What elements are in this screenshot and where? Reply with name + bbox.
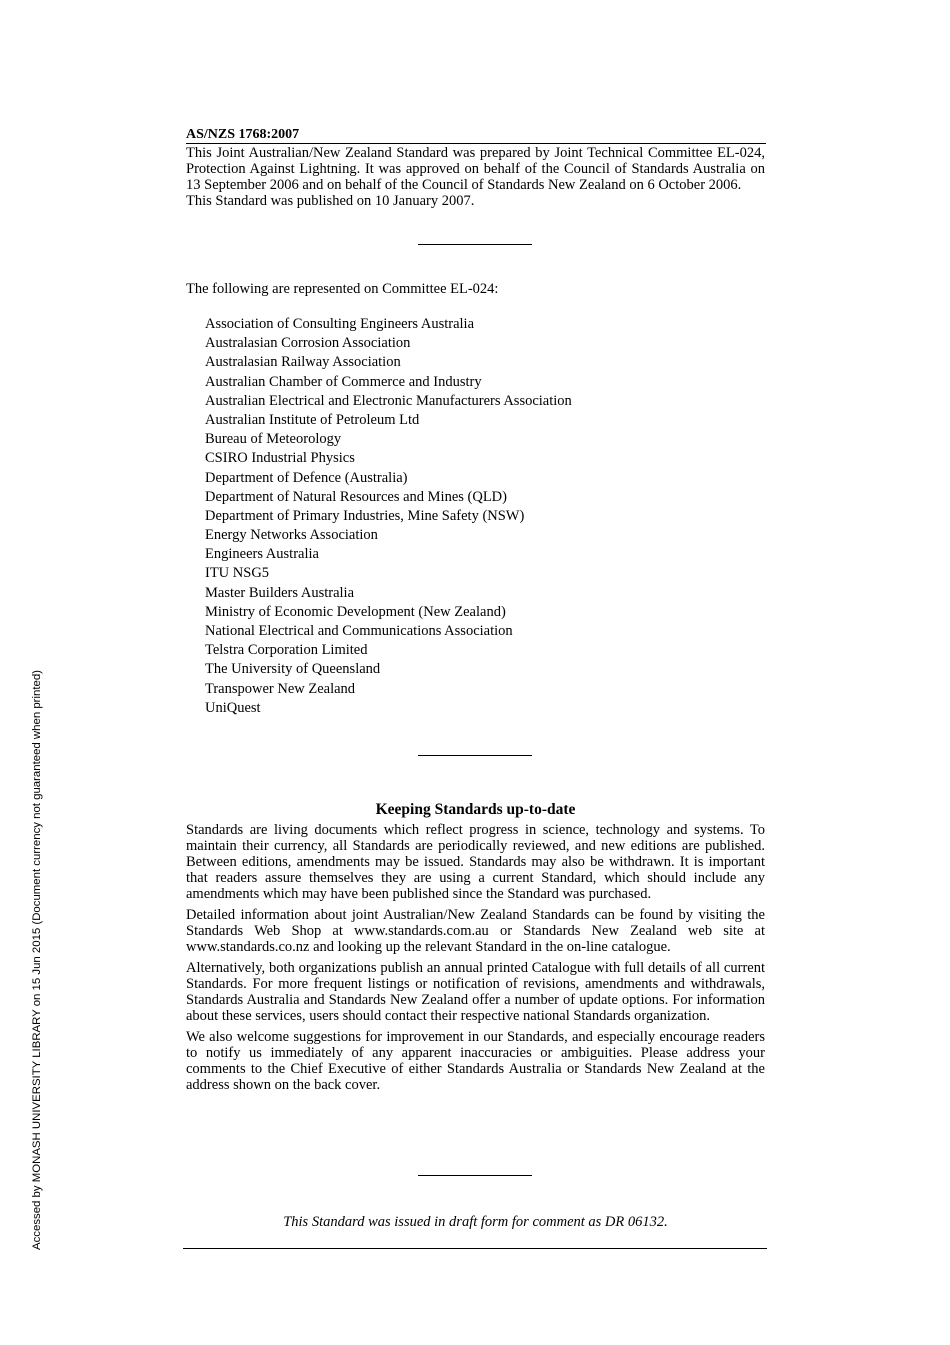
- publication-date: This Standard was published on 10 January 2007.: [186, 193, 475, 209]
- list-item: Master Builders Australia: [205, 584, 355, 601]
- intro-block: [186, 145, 765, 209]
- body-paragraph: Detailed information about joint Australian/New Zealand Standards can be found by visiting the Standards Web Shop at www.standards.com.au or Standards New Zealand web site at www.standards.co.nz and looking up the relevant Standard in the on-line catalogue.: [186, 907, 765, 955]
- list-item: Australian Institute of Petroleum Ltd: [205, 411, 420, 428]
- committee-lead: The following are represented on Committee EL-024:: [186, 281, 499, 297]
- list-item: Telstra Corporation Limited: [205, 642, 368, 659]
- intro-paragraph: This Joint Australian/New Zealand Standard was prepared by Joint Technical Committee EL-024, Protection Against Lightning. It was approved on behalf of the Council of Standards Australia on 13 September 2006 and on behalf of the Council of Standards New Zealand on 6 October 2006.: [186, 145, 765, 193]
- list-item: Department of Defence (Australia): [205, 469, 408, 486]
- list-item: National Electrical and Communications Association: [205, 623, 513, 639]
- list-item: CSIRO Industrial Physics: [205, 450, 355, 467]
- document-id: AS/NZS 1768:2007: [186, 127, 766, 144]
- list-item: Department of Natural Resources and Mines (QLD): [205, 488, 507, 505]
- section-heading: Keeping Standards up-to-date: [375, 801, 576, 818]
- list-item: Australian Chamber of Commerce and Industry: [205, 373, 482, 390]
- list-item: Australian Electrical and Electronic Manufacturers Association: [205, 392, 572, 409]
- footer-rule: [183, 1248, 767, 1249]
- keeping-up-to-date-body: [186, 822, 765, 1098]
- list-item: Bureau of Meteorology: [205, 431, 342, 448]
- body-paragraph: Alternatively, both organizations publish an annual printed Catalogue with full details of all current Standards. For more frequent listings or notification of revisions, amendments and withdrawals, Standards Australia and Standards New Zealand offer a number of update options. For information about these services, users should contact their respective national Standards organization.: [186, 960, 765, 1024]
- access-watermark: Accessed by MONASH UNIVERSITY LIBRARY on 15 Jun 2015 (Document currency not guaranteed when printed): [31, 670, 43, 1250]
- list-item: Association of Consulting Engineers Australia: [205, 316, 475, 332]
- list-item: Ministry of Economic Development (New Zealand): [205, 603, 506, 620]
- list-item: Energy Networks Association: [205, 527, 378, 544]
- list-item: Department of Primary Industries, Mine Safety (NSW): [205, 507, 525, 524]
- list-item: Engineers Australia: [205, 546, 319, 563]
- separator-rule: [418, 244, 532, 245]
- separator-rule: [418, 1175, 532, 1176]
- separator-rule: [418, 755, 532, 756]
- list-item: UniQuest: [205, 699, 261, 716]
- list-item: Australasian Railway Association: [205, 354, 401, 371]
- body-paragraph: We also welcome suggestions for improvement in our Standards, and especially encourage readers to notify us immediately of any apparent inaccuracies or ambiguities. Please address your comments to the Chief Executive of either Standards Australia or Standards New Zealand at the address shown on the back cover.: [186, 1029, 765, 1093]
- list-item: Transpower New Zealand: [205, 680, 356, 697]
- draft-note: This Standard was issued in draft form for comment as DR 06132.: [283, 1214, 668, 1230]
- committee-members-list: [205, 316, 572, 719]
- list-item: The University of Queensland: [205, 661, 381, 678]
- list-item: Australasian Corrosion Association: [205, 335, 411, 352]
- body-paragraph: Standards are living documents which reflect progress in science, technology and systems. To maintain their currency, all Standards are periodically reviewed, and new editions are published. Between editions, amendments may be issued. Standards may also be withdrawn. It is important that readers assure themselves they are using a current Standard, which should include any amendments which may have been published since the Standard was purchased.: [186, 822, 765, 902]
- list-item: ITU NSG5: [205, 565, 270, 582]
